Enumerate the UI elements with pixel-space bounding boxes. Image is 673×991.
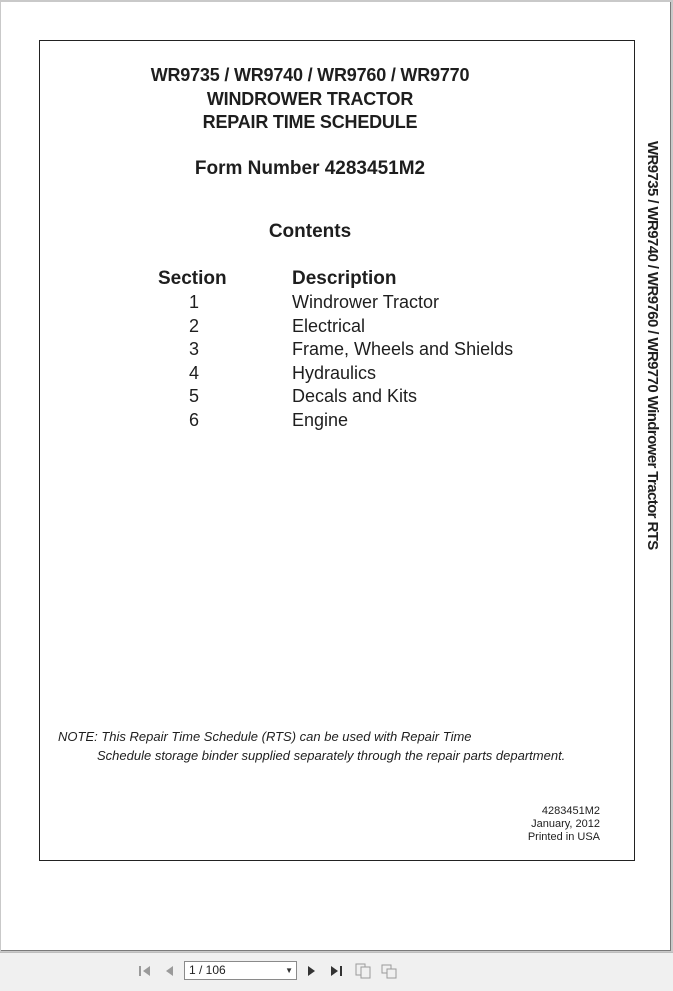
contents-heading: Contents <box>268 221 352 242</box>
form-number: Form Number 4283451M2 <box>194 158 426 179</box>
last-page-icon[interactable] <box>327 962 345 980</box>
section-column-header: Section <box>158 268 227 289</box>
next-page-icon[interactable] <box>303 962 321 980</box>
toc-row <box>40 292 636 316</box>
imprint-printed: Printed in USA <box>527 831 600 843</box>
toc-description: Hydraulics <box>292 363 377 383</box>
chevron-down-icon: ▼ <box>285 966 293 975</box>
page-frame <box>39 40 635 861</box>
toc-section-number: 3 <box>188 339 199 359</box>
toc-row <box>40 386 636 410</box>
spine-text: WR9735 / WR9740 / WR9760 / WR9770 Windrower Tractor RTS <box>644 141 661 550</box>
two-page-view-icon[interactable] <box>380 962 398 980</box>
toc-row <box>40 363 636 387</box>
imprint-date: January, 2012 <box>531 818 600 830</box>
toc-section-number: 5 <box>188 386 199 406</box>
toc-description: Frame, Wheels and Shields <box>292 339 514 359</box>
document-page <box>1 2 671 951</box>
first-page-icon[interactable] <box>136 962 154 980</box>
title-product: WINDROWER TRACTOR <box>206 89 414 109</box>
toc-section-number: 4 <box>188 363 199 383</box>
title-schedule: REPAIR TIME SCHEDULE <box>202 112 418 132</box>
toc-row <box>40 339 636 363</box>
toc-section-number: 2 <box>188 316 199 336</box>
page-indicator: 1 / 106 <box>189 963 226 977</box>
single-page-view-icon[interactable] <box>354 962 372 980</box>
page-number-select[interactable] <box>184 961 297 980</box>
toc-row <box>40 316 636 340</box>
note-line-2: Schedule storage binder supplied separately through the repair parts department. <box>97 748 566 763</box>
toc-section-number: 1 <box>188 292 199 312</box>
previous-page-icon[interactable] <box>160 962 178 980</box>
toc-section-number: 6 <box>188 410 199 430</box>
toc-description: Decals and Kits <box>292 386 418 406</box>
title-models: WR9735 / WR9740 / WR9760 / WR9770 <box>150 65 470 85</box>
toc-description: Electrical <box>292 316 366 336</box>
imprint-code: 4283451M2 <box>541 805 600 817</box>
toc-description: Engine <box>292 410 349 430</box>
note-line-1: NOTE: This Repair Time Schedule (RTS) can be used with Repair Time <box>58 729 472 744</box>
imprint-block <box>528 805 600 844</box>
toc-description: Windrower Tractor <box>292 292 440 312</box>
toc-row <box>40 410 636 434</box>
spine-label <box>642 141 662 571</box>
viewer-toolbar <box>0 952 673 991</box>
description-column-header: Description <box>292 268 397 289</box>
